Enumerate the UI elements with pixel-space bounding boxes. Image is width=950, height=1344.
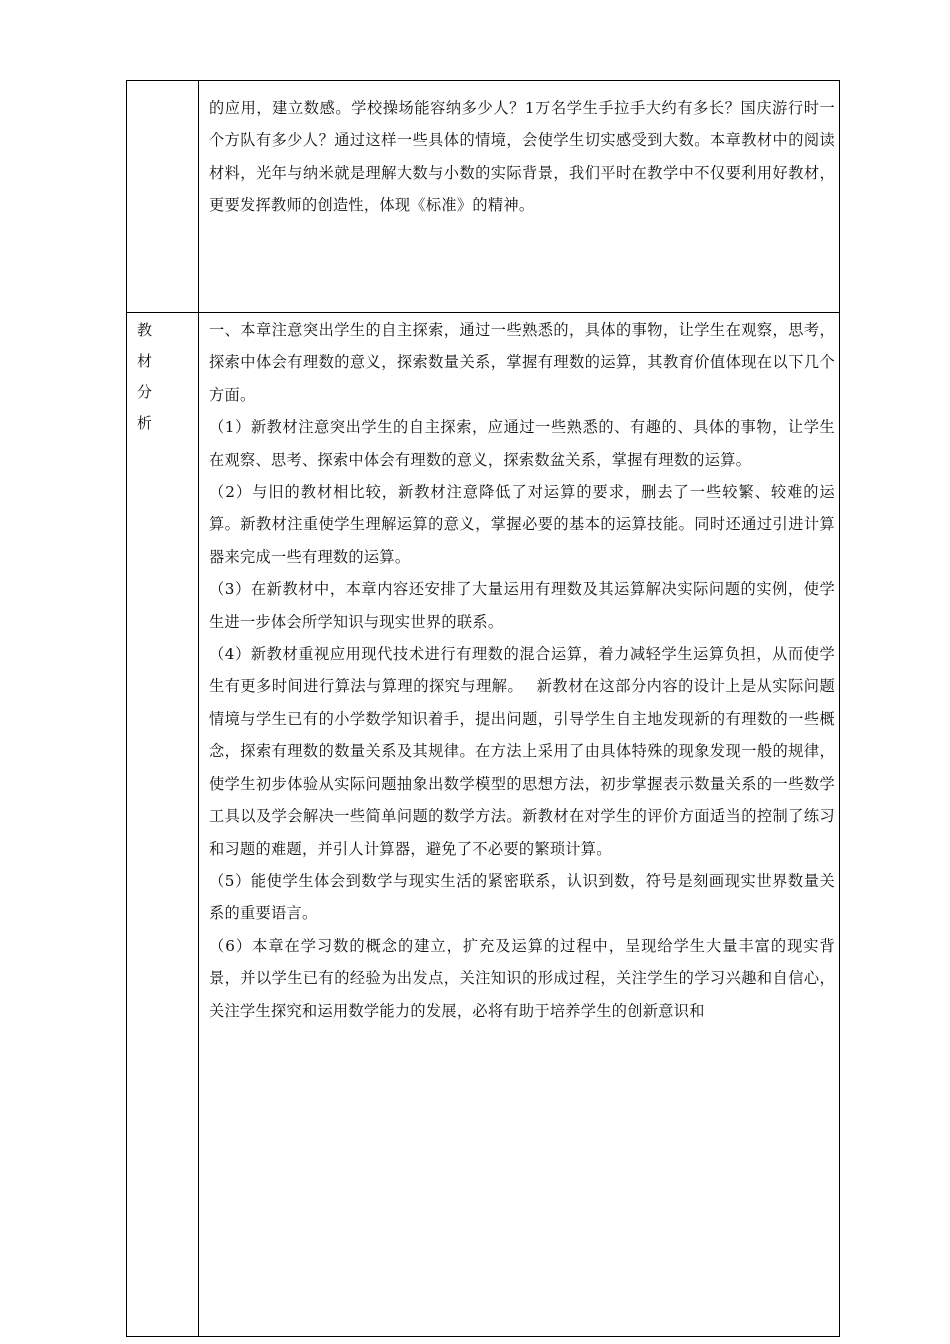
row-content-cell <box>199 313 840 1337</box>
paragraph: （4）新教材重视应用现代技术进行有理数的混合运算，着力减轻学生运算负担，从而使学生有更多时间进行算法与算理的探究与理解。 新教材在这部分内容的设计上是从实际问题情境与学生已有的小学数学知识着手，提出问题，引导学生自主地发现新的有理数的一些概念，探索有理数的数量关系及其规律。在方法上采用了由具体特殊的现象发现一般的规律，使学生初步体验从实际问题抽象出数学模型的思想方法，初步掌握表示数量关系的一些数学工具以及学会解决一些简单问题的数学方法。新教材在对学生的评价方面适当的控制了练习和习题的难题，并引人计算器，避免了不必要的繁琐计算。 <box>209 645 835 858</box>
label-char: 析 <box>137 414 153 432</box>
paragraph: 的应用，建立数感。学校操场能容纳多少人？1万名学生手拉手大约有多长？国庆游行时一个方队有多少人？通过这样一些具体的情境，会使学生切实感受到大数。本章教材中的阅读材料，光年与纳米就是理解大数与小数的实际背景，我们平时在教学中不仅要利用好教材，更要发挥教师的创造性，体现《标准》的精神。 <box>209 99 835 215</box>
paragraph: （6）本章在学习数的概念的建立，扩充及运算的过程中，呈现给学生大量丰富的现实背景，并以学生已有的经验为出发点，关注知识的形成过程，关注学生的学习兴趣和自信心，关注学生探究和运用数学能力的发展，必将有助于培养学生的创新意识和 <box>209 936 835 1020</box>
paragraph: （3）在新教材中，本章内容还安排了大量运用有理数及其运算解决实际问题的实例，使学生进一步体会所学知识与现实世界的联系。 <box>209 580 835 631</box>
paragraph: （1）新教材注意突出学生的自主探索，应通过一些熟悉的、有趣的、具体的事物，让学生在观察、思考、探索中体会有理数的意义，探索数盆关系，掌握有理数的运算。 <box>209 418 835 469</box>
row-content-cell <box>199 81 840 313</box>
label-char: 教 <box>137 321 153 339</box>
label-char: 分 <box>137 383 153 401</box>
table-row <box>127 81 840 313</box>
label-char: 材 <box>137 352 153 370</box>
table-row <box>127 313 840 1337</box>
paragraph: （5）能使学生体会到数学与现实生活的紧密联系，认识到数，符号是刻画现实世界数量关系的重要语言。 <box>209 871 835 923</box>
paragraph: 一、本章注意突出学生的自主探索，通过一些熟悉的，具体的事物，让学生在观察，思考，探索中体会有理数的意义，探索数量关系，掌握有理数的运算，其教育价值体现在以下几个方面。 <box>209 321 835 404</box>
row-label-cell <box>127 81 199 313</box>
row-label-cell <box>127 313 199 1337</box>
document-table <box>126 80 840 1337</box>
paragraph: （2）与旧的教材相比较，新教材注意降低了对运算的要求，删去了一些较繁、较难的运算。新教材注重使学生理解运算的意义，掌握必要的基本的运算技能。同时还通过引进计算器来完成一些有理数的运算。 <box>209 483 835 566</box>
